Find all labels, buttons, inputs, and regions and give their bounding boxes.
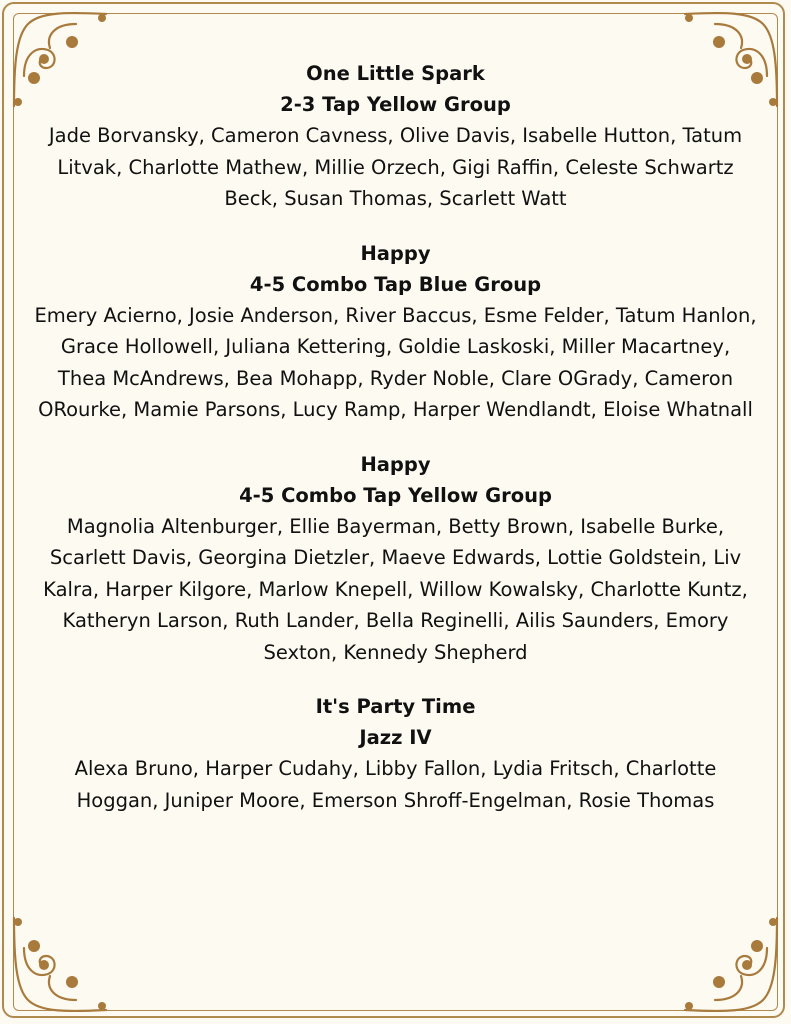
class-name: 4-5 Combo Tap Yellow Group <box>239 483 552 507</box>
class-name: 2-3 Tap Yellow Group <box>280 93 511 116</box>
dancer-names: Alexa Bruno, Harper Cudahy, Libby Fallon, Lydia Fritsch, Charlotte Hoggan, Juniper Moore, Emerson Shroff-Engelman, Rosie Thomas <box>74 757 717 812</box>
section-happy-blue <box>30 238 761 426</box>
dance-title: One Little Spark <box>306 62 485 85</box>
dancer-names: Jade Borvansky, Cameron Cavness, Olive Davis, Isabelle Hutton, Tatum Litvak, Charlotte Mathew, Millie Orzech, Gigi Raffin, Celeste Schwartz Beck, Susan Thomas, Scarlett Watt <box>48 124 743 210</box>
dancer-names: Magnolia Altenburger, Ellie Bayerman, Betty Brown, Isabelle Burke, Scarlett Davis, Georgina Dietzler, Maeve Edwards, Lottie Goldstein, Liv Kalra, Harper Kilgore, Marlow Knepell, Willow Kowalsky, Charlotte Kuntz, Katheryn Larson, Ruth Lander, Bella Reginelli, Ailis Saunders, Emory Sexton, Kennedy Shepherd <box>43 514 748 664</box>
dancer-names: Emery Acierno, Josie Anderson, River Baccus, Esme Felder, Tatum Hanlon, Grace Hollowell, Juliana Kettering, Goldie Laskoski, Miller Macartney, Thea McAndrews, Bea Mohapp, Ryder Noble, Clare OGrady, Cameron ORourke, Mamie Parsons, Lucy Ramp, Harper Wendlandt, Eloise Whatnall <box>34 303 757 421</box>
section-its-party-time <box>30 691 761 816</box>
roster-content <box>30 58 761 839</box>
class-name: Jazz IV <box>359 726 432 749</box>
corner-flourish-icon <box>6 908 116 1018</box>
dance-title: It's Party Time <box>315 695 476 718</box>
corner-flourish-icon <box>675 908 785 1018</box>
class-name: 4-5 Combo Tap Blue Group <box>249 272 542 296</box>
dance-title: Happy <box>360 241 431 265</box>
section-one-little-spark <box>30 58 761 215</box>
section-happy-yellow <box>30 449 761 669</box>
dance-title: Happy <box>360 452 431 476</box>
